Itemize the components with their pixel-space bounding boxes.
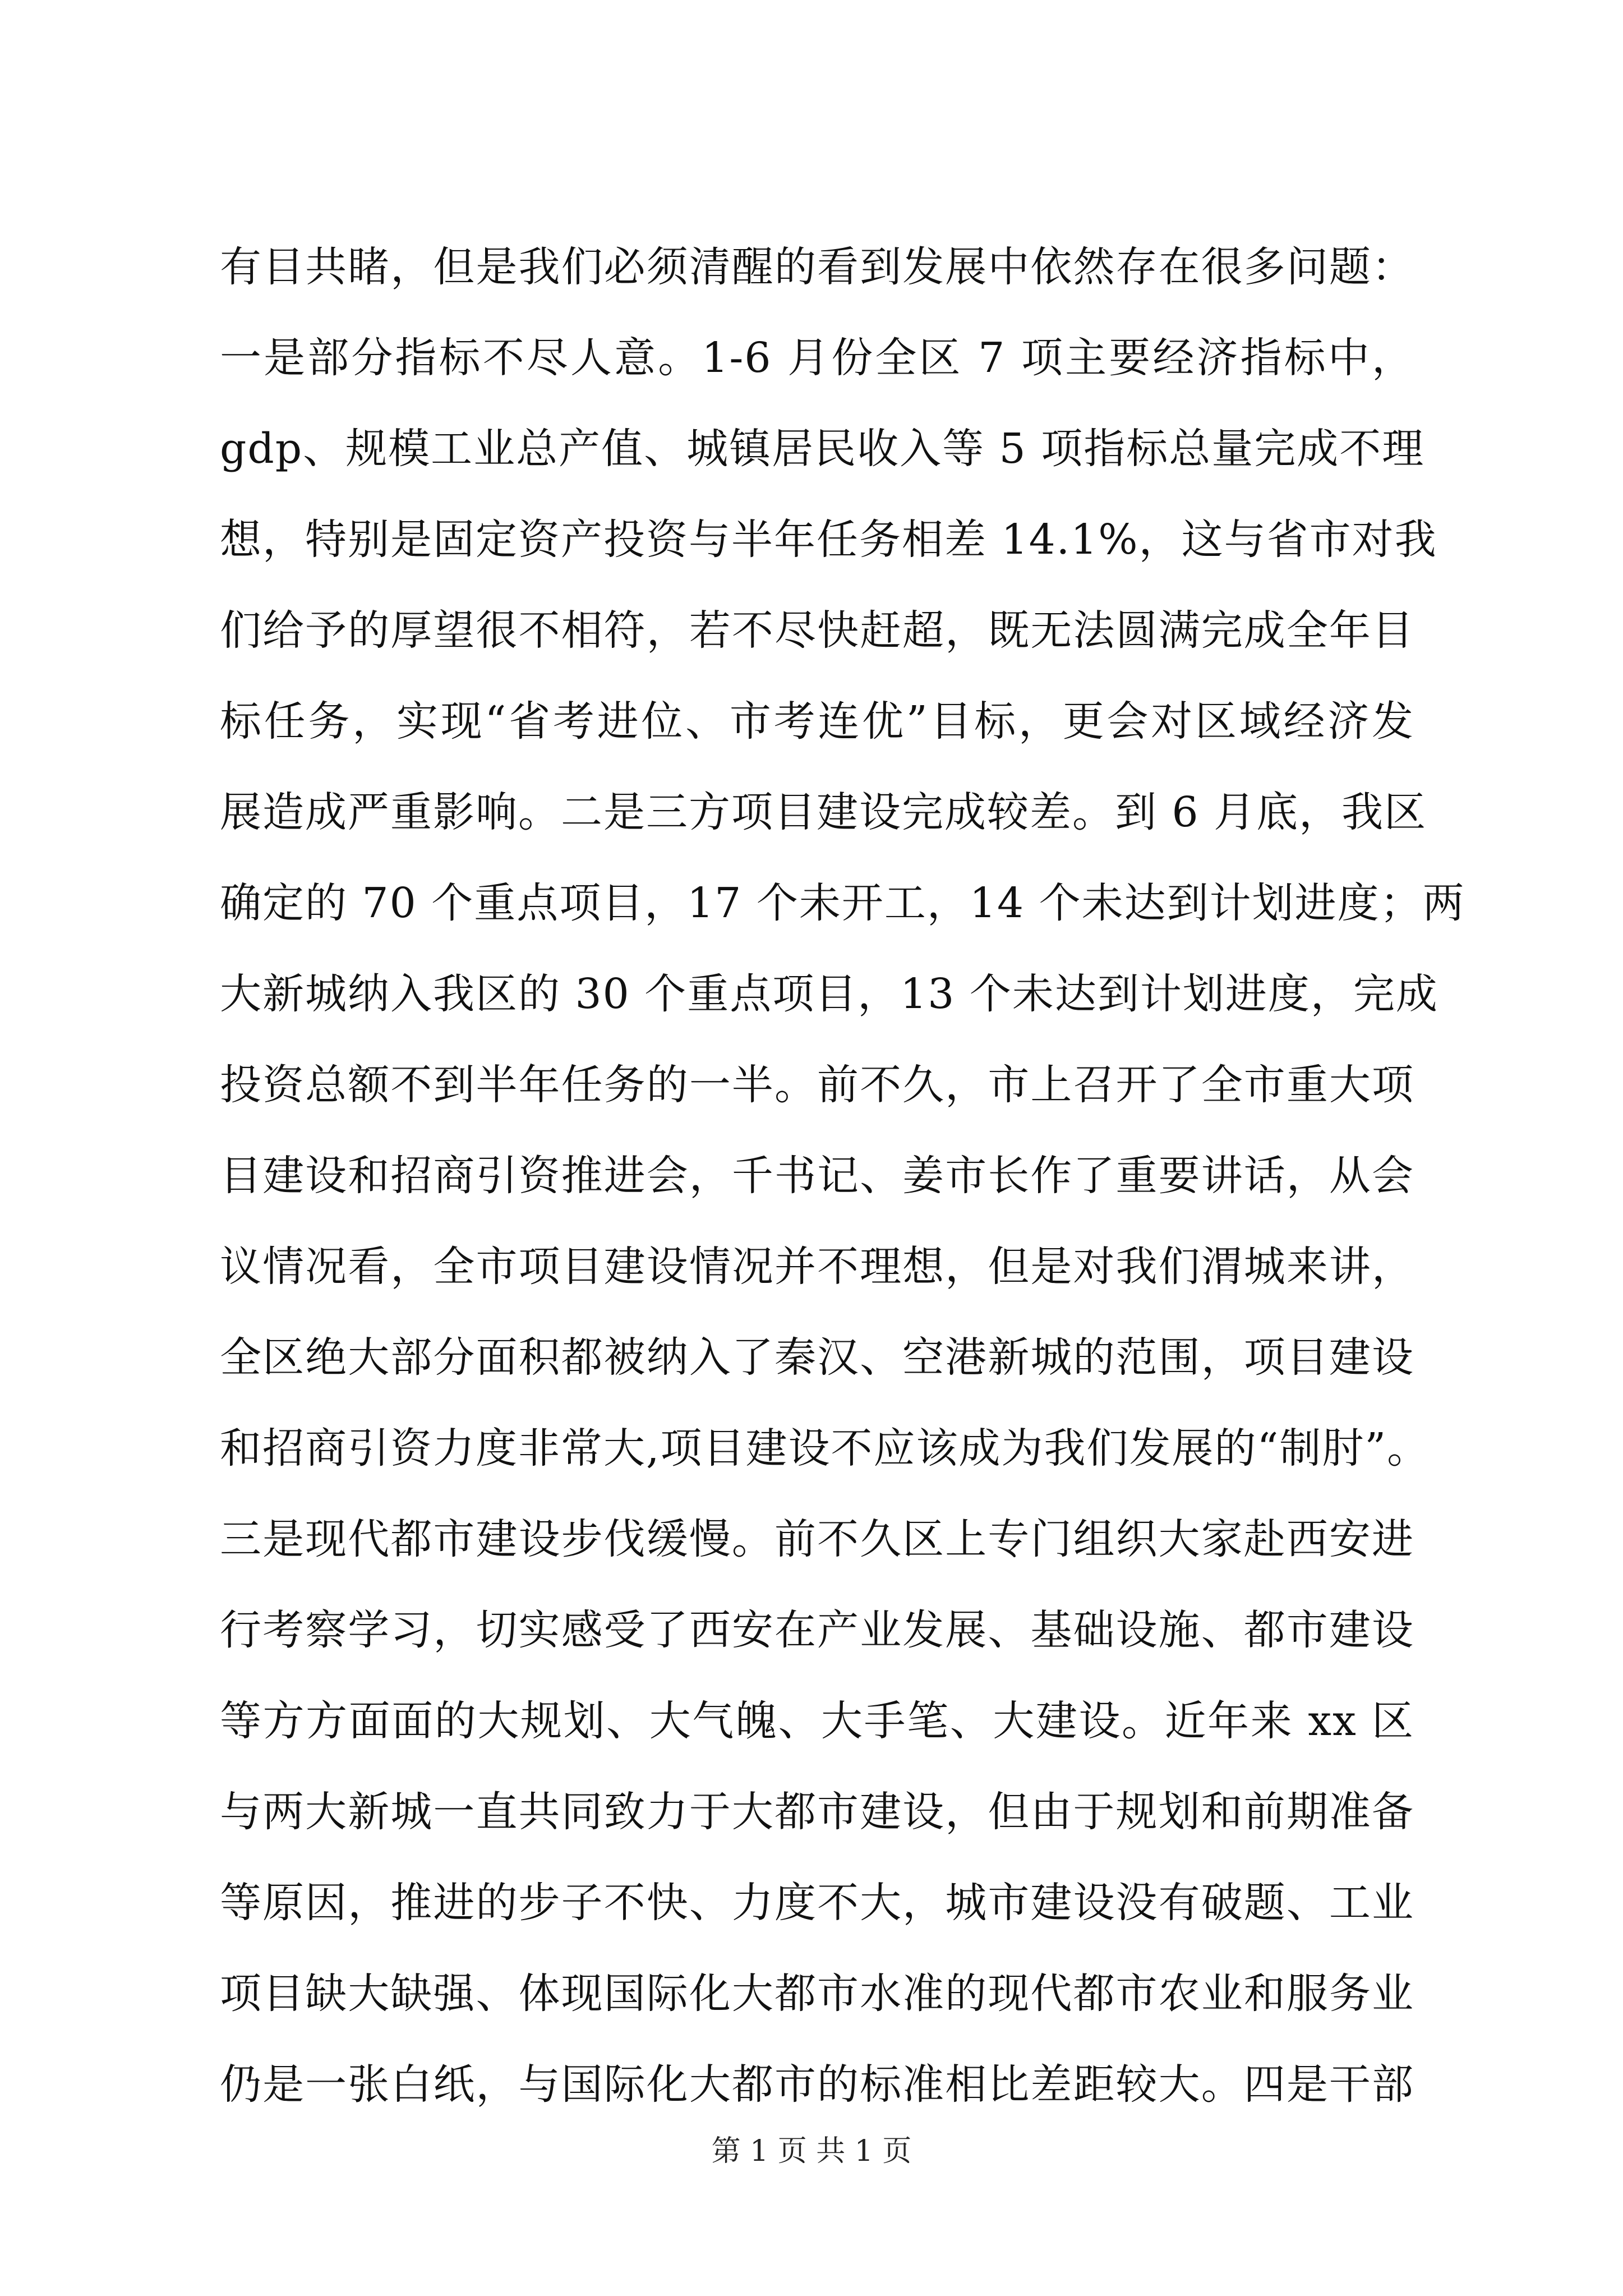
text-line: 项目缺大缺强、体现国际化大都市水准的现代都市农业和服务业 bbox=[220, 1970, 1414, 2018]
text-line: 们给予的厚望很不相符，若不尽快赶超，既无法圆满完成全年目 bbox=[220, 606, 1414, 655]
text-line: 一是部分指标不尽人意。1-6 月份全区 7 项主要经济指标中， bbox=[220, 334, 1414, 382]
text-line: 大新城纳入我区的 30 个重点项目，13 个未达到计划进度，完成 bbox=[220, 970, 1438, 1018]
text-line: 目建设和招商引资推进会，千书记、姜市长作了重要讲话，从会 bbox=[220, 1152, 1414, 1200]
text-line: 仍是一张白纸，与国际化大都市的标准相比差距较大。四是干部 bbox=[220, 2060, 1414, 2109]
text-line: 等方方面面的大规划、大气魄、大手笔、大建设。近年来 xx 区 bbox=[220, 1697, 1414, 1745]
text-line: 全区绝大部分面积都被纳入了秦汉、空港新城的范围，项目建设 bbox=[220, 1333, 1414, 1382]
text-line: 议情况看，全市项目建设情况并不理想，但是对我们渭城来讲， bbox=[220, 1243, 1414, 1291]
text-line: 投资总额不到半年任务的一半。前不久，市上召开了全市重大项 bbox=[220, 1061, 1414, 1109]
text-line: 有目共睹，但是我们必须清醒的看到发展中依然存在很多问题： bbox=[220, 243, 1414, 291]
page-footer bbox=[0, 2132, 1623, 2171]
page-number-label: 第 1 页 共 1 页 bbox=[711, 2134, 912, 2168]
text-line: 行考察学习，切实感受了西安在产业发展、基础设施、都市建设 bbox=[220, 1606, 1414, 1654]
text-line: gdp、规模工业总产值、城镇居民收入等 5 项指标总量完成不理 bbox=[220, 425, 1425, 473]
text-line: 标任务，实现“省考进位、市考连优”目标，更会对区域经济发 bbox=[220, 697, 1414, 746]
text-line: 想，特别是固定资产投资与半年任务相差 14.1%，这与省市对我 bbox=[220, 516, 1437, 564]
document-body bbox=[220, 222, 1465, 2130]
text-line: 和招商引资力度非常大,项目建设不应该成为我们发展的“制肘”。 bbox=[220, 1424, 1430, 1473]
text-line: 等原因，推进的步子不快、力度不大，城市建设没有破题、工业 bbox=[220, 1879, 1414, 1927]
text-line: 与两大新城一直共同致力于大都市建设，但由于规划和前期准备 bbox=[220, 1788, 1414, 1836]
text-line: 三是现代都市建设步伐缓慢。前不久区上专门组织大家赴西安进 bbox=[220, 1515, 1414, 1563]
text-line: 展造成严重影响。二是三方项目建设完成较差。到 6 月底，我区 bbox=[220, 788, 1427, 836]
text-line: 确定的 70 个重点项目，17 个未开工，14 个未达到计划进度；两 bbox=[220, 879, 1465, 927]
